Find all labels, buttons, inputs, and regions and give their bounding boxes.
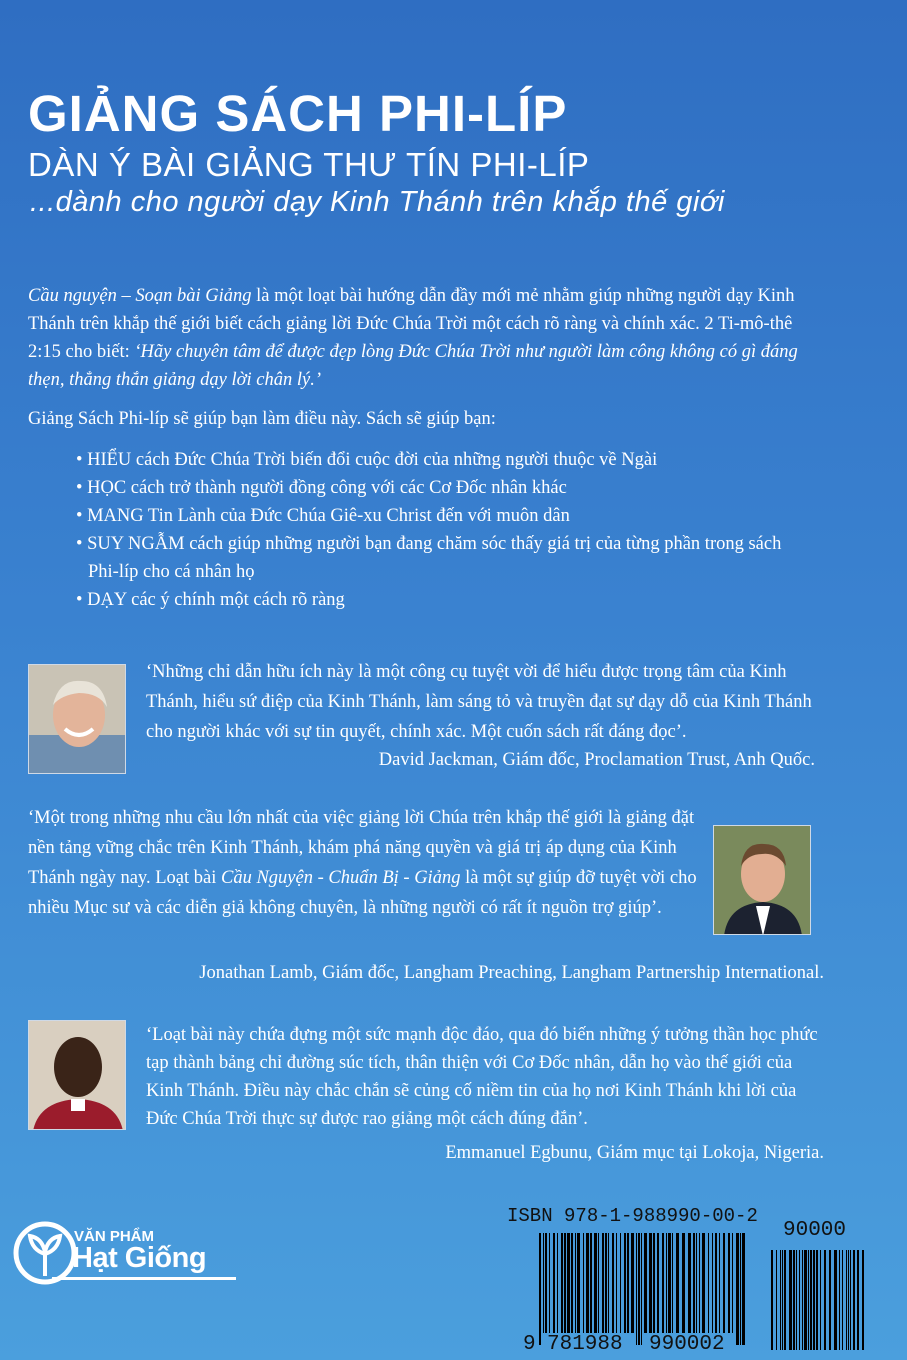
barcode-bar (862, 1250, 864, 1350)
tagline: ...dành cho người dạy Kinh Thánh trên khắp thế giới (30, 186, 725, 218)
barcode-bar (641, 1233, 642, 1345)
barcode-bar (820, 1250, 821, 1350)
barcode-bar (567, 1233, 570, 1333)
barcode-bar (824, 1250, 826, 1350)
barcode-bar (577, 1233, 580, 1333)
barcode-bar (602, 1233, 604, 1333)
barcode-bar (736, 1233, 739, 1345)
barcode-bar (668, 1233, 671, 1333)
barcode-bar (657, 1233, 659, 1333)
list-item: • HIỂU cách Đức Chúa Trời biến đổi cuộc đời của những người thuộc về Ngài (76, 450, 658, 470)
barcode-bar (575, 1233, 576, 1333)
quote-lamb: ‘Một trong những nhu cầu lớn nhất của việc giảng lời Chúa trên khắp thế giới là giảng đặt nền tảng vững chắc trên Kinh Thánh, khám phá năng quyền và giá trị áp dụng của Kinh Thánh ngày nay. Loạt bài Cầu Nguyện - Chuẩn Bị - Giảng là một sự giúp đỡ tuyệt vời cho nhiều Mục sư và các diễn giả không chuyên, là những người có rất ít nguồn trợ giúp’. (28, 808, 697, 918)
barcode-bar (699, 1233, 700, 1333)
barcode-bar (553, 1233, 555, 1333)
barcode-bar (590, 1233, 592, 1333)
barcode-bar (666, 1233, 667, 1333)
isbn-barcode (507, 1205, 867, 1360)
barcode-bar (688, 1233, 691, 1333)
portrait-emmanuel-egbunu (28, 1020, 126, 1130)
barcode-bar (708, 1233, 709, 1333)
barcode-bar (740, 1233, 741, 1345)
benefit-list (76, 446, 796, 614)
list-item: • HỌC cách trở thành người đồng công với các Cơ Đốc nhân khác (76, 478, 567, 498)
series-name: Cầu nguyện – Soạn bài Giảng (28, 286, 252, 306)
barcode-bar (545, 1233, 547, 1333)
barcode-bar (594, 1233, 597, 1333)
barcode-bar (782, 1250, 783, 1350)
barcode-bar (624, 1233, 626, 1333)
barcode-bar (653, 1233, 655, 1333)
barcode-bar (608, 1233, 609, 1333)
barcode-bar (583, 1233, 584, 1333)
book-title: GIẢNG SÁCH PHI-LÍP (28, 85, 568, 142)
barcode-bar (557, 1233, 558, 1333)
barcode-bar (848, 1250, 849, 1350)
barcode-bar (693, 1233, 695, 1333)
barcode-digit-first: 9 (523, 1333, 536, 1356)
intro-text: là một loạt bài hướng dẫn đầy mới mẻ nhằm giúp những người dạy Kinh Thánh trên khắp thế giới biết cách giảng lời Đức Chúa Trời một cách rõ ràng và chính xác. 2 Ti-mô-thê 2:15 cho biết: (28, 286, 795, 362)
barcode-bar (616, 1233, 617, 1333)
list-item: • DẠY các ý chính một cách rõ ràng (76, 590, 345, 610)
barcode-bar (802, 1250, 803, 1350)
list-item: • SUY NGẪM cách giúp những người bạn đang chăm sóc thấy giá trị của từng phần trong sách Phi-líp cho cá nhân họ (76, 534, 782, 582)
barcode-bar (857, 1250, 859, 1350)
isbn-text: ISBN 978-1-988990-00-2 (507, 1205, 758, 1227)
barcode-bar (627, 1233, 629, 1333)
barcode-bar (784, 1250, 786, 1350)
barcode-bar (808, 1250, 809, 1350)
publisher-line1: VĂN PHẨM (74, 1228, 155, 1245)
book-subtitle: DÀN Ý BÀI GIẢNG THƯ TÍN PHI-LÍP (28, 146, 590, 183)
portrait-david-jackman (28, 664, 126, 774)
barcode-bar (702, 1233, 705, 1333)
price-code: 90000 (783, 1219, 847, 1242)
barcode-bar (723, 1233, 725, 1333)
barcode-bar (728, 1233, 730, 1333)
barcode-bar (638, 1233, 640, 1345)
barcode-bar (662, 1233, 664, 1333)
barcode-bar (676, 1233, 679, 1333)
publisher-logo (12, 1220, 242, 1290)
barcode-bar (561, 1233, 563, 1333)
barcode-bar (719, 1233, 720, 1333)
barcode-bar (696, 1233, 697, 1333)
barcode-bar (539, 1233, 541, 1345)
barcode-bar (715, 1233, 717, 1333)
barcode-bar (644, 1233, 647, 1333)
barcode-bar (816, 1250, 818, 1350)
barcode-bar (793, 1250, 795, 1350)
barcode-bar (789, 1250, 792, 1350)
barcode-bar (543, 1233, 544, 1333)
quote-author-egbunu: Emmanuel Egbunu, Giám mục tại Lokoja, Nigeria. (445, 1143, 824, 1163)
barcode-bar (682, 1233, 685, 1333)
barcode-bar (571, 1233, 573, 1333)
barcode-bar (839, 1250, 840, 1350)
barcode-bar (829, 1250, 831, 1350)
barcode-bar (850, 1250, 851, 1350)
barcode-bar (780, 1250, 781, 1350)
barcode-bar (649, 1233, 652, 1333)
list-item: • MANG Tin Lành của Đức Chúa Giê-xu Christ đến với muôn dân (76, 506, 570, 526)
barcode-bar (799, 1250, 800, 1350)
barcode-bar (804, 1250, 807, 1350)
barcode-bar (742, 1233, 745, 1345)
barcode-bar (631, 1233, 634, 1333)
barcode-bar (810, 1250, 812, 1350)
barcode-digits-mid: 781988 (547, 1333, 623, 1356)
barcode-bar (732, 1233, 733, 1333)
quote-egbunu: ‘Loạt bài này chứa đựng một sức mạnh độc đáo, qua đó biến những ý tưởng thần học phức tạp thành bảng chỉ đường súc tích, thân thiện với Cơ Đốc nhân, dẫn họ vào thế giới của Kinh Thánh. Điều này chắc chắn sẽ củng cố niềm tin của họ nơi Kinh Thánh khi lời của Đức Chúa Trời thực sự được rao giảng một cách đúng đắn’. (146, 1025, 818, 1129)
barcode-bar (672, 1233, 673, 1333)
barcode-bar (846, 1250, 847, 1350)
barcode-bar (776, 1250, 777, 1350)
quote-jackman: ‘Những chỉ dẫn hữu ích này là một công cụ tuyệt vời để hiểu được trọng tâm của Kinh Thánh, hiểu sứ điệp của Kinh Thánh, làm sáng tỏ và truyền đạt sự dạy dỗ của Kinh Thánh cho người khác với sự tin quyết, chính xác. Một cuốn sách rất đáng đọc’. (146, 662, 812, 742)
verse-quote: ‘Hãy chuyên tâm để được đẹp lòng Đức Chúa Trời như người làm công không có gì đáng thẹn, thẳng thắn giảng dạy lời chân lý.’ (28, 342, 798, 390)
barcode-bar (796, 1250, 797, 1350)
barcode-bar (636, 1233, 637, 1345)
barcode-bar (853, 1250, 855, 1350)
lead-text: Giảng Sách Phi-líp sẽ giúp bạn làm điều này. Sách sẽ giúp bạn: (28, 409, 496, 429)
publisher-line2: Hạt Giống (72, 1242, 207, 1274)
portrait-jonathan-lamb (713, 825, 811, 935)
barcode-bar (605, 1233, 607, 1333)
barcode-bar (813, 1250, 815, 1350)
logo-underline (52, 1277, 236, 1280)
quote-author-jackman: David Jackman, Giám đốc, Proclamation Trust, Anh Quốc. (378, 750, 815, 770)
barcode-bar (771, 1250, 773, 1350)
barcode-bar (598, 1233, 599, 1333)
barcode-bar (620, 1233, 621, 1333)
barcode-bar (564, 1233, 566, 1333)
barcode-bar (586, 1233, 589, 1333)
barcode-bar (612, 1233, 614, 1333)
barcode-bar (549, 1233, 550, 1333)
barcode-digits-end: 990002 (649, 1333, 725, 1356)
quote-author-lamb: Jonathan Lamb, Giám đốc, Langham Preaching, Langham Partnership International. (199, 963, 824, 983)
barcode-bar (842, 1250, 843, 1350)
barcode-bar (834, 1250, 837, 1350)
intro-paragraph (28, 282, 828, 394)
barcode-bar (712, 1233, 713, 1333)
